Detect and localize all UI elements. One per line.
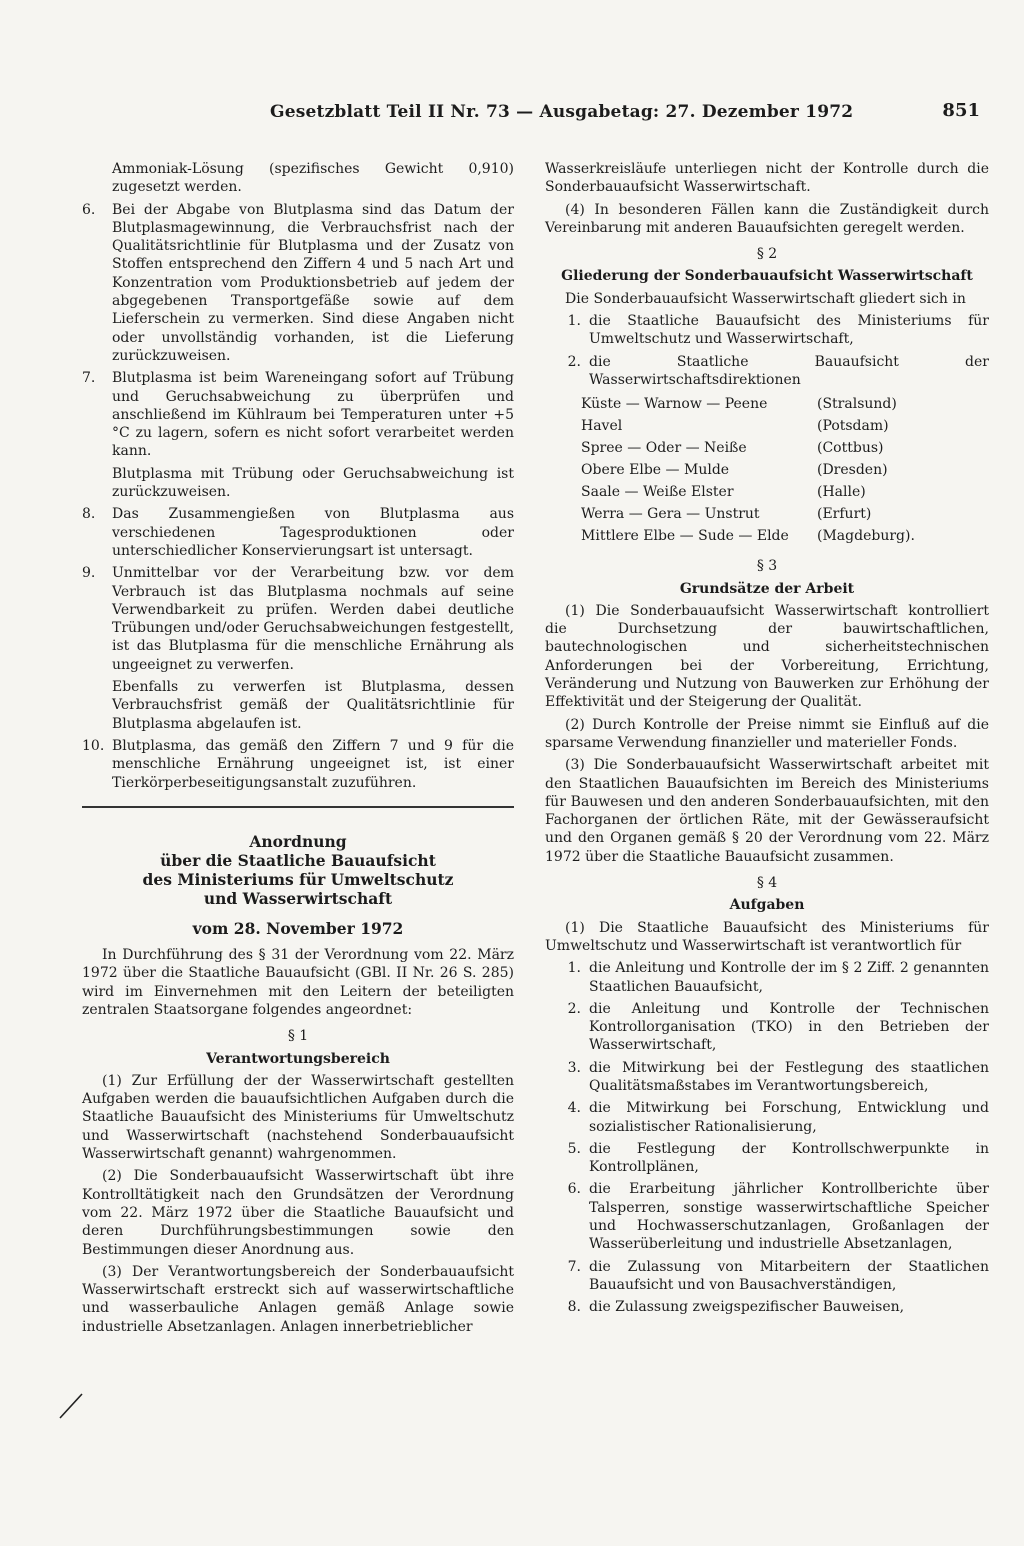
paragraph: In Durchführung des § 31 der Verordnung vom 22. März 1972 über die Staatliche Bauaufsicht (GBl. II Nr. 26 S. 285) wird im Einvernehmen mit den Leitern der beteiligten zentralen Staatsorgane folgendes angeordnet: — [82, 947, 514, 1018]
item-number: 10. — [82, 737, 105, 754]
item-number: 7. — [567, 1258, 581, 1275]
item-number: 1. — [567, 313, 581, 330]
paragraph: Die Sonderbauaufsicht Wasserwirtschaft gliedert sich in — [565, 290, 966, 307]
list-item — [82, 564, 514, 674]
directorate-name: Spree — Oder — Neiße — [581, 440, 747, 457]
paragraph: Wasserkreisläufe unterliegen nicht der Kontrolle durch die Sonderbauaufsicht Wasserwirtschaft. — [545, 161, 989, 196]
item-number: 6. — [82, 201, 96, 218]
item-text: die Zulassung zweigspezifischer Bauweisen, — [589, 1299, 905, 1316]
directorate-name: Mittlere Elbe — Sude — Elde — [581, 528, 789, 545]
directorate-city: (Magdeburg). — [817, 528, 915, 545]
item-number: 6. — [567, 1181, 581, 1198]
list-item — [82, 737, 514, 792]
directorates-table — [581, 393, 915, 547]
item-text: die Mitwirkung bei der Festlegung des staatlichen Qualitätsmaßstabes im Verantwortungsbereich, — [589, 1059, 989, 1094]
list-item — [545, 1298, 989, 1316]
item-text: die Anleitung und Kontrolle der Technischen Kontrollorganisation (TKO) in den Betrieben der Wasserwirtschaft, — [589, 1000, 989, 1054]
item-text: die Festlegung der Kontrollschwerpunkte in Kontrollplänen, — [589, 1140, 989, 1176]
list-item — [545, 1059, 989, 1096]
paragraph: (1) Die Sonderbauaufsicht Wasserwirtschaft kontrolliert die Durchsetzung der bauwirtschaftlichen, bautechnologischen und sicherheitstechnischen Anforderungen bei der Vorbereitung, Errichtung, Veränderung und Nutzung von Bauwerken zur Erhöhung der Effektivität und der Steigerung der Qualität. — [545, 602, 989, 711]
list-item — [545, 353, 989, 390]
table-row — [581, 481, 915, 503]
item-text: Blutplasma, das gemäß den Ziffern 7 und 9 für die menschliche Ernährung ungeeignet ist, ist einer Tierkörperbeseitigungsanstalt zuzuführen. — [112, 737, 514, 791]
paragraph: (2) Die Sonderbauaufsicht Wasserwirtschaft übt ihre Kontrolltätigkeit nach den Grundsätzen der Verordnung vom 22. März 1972 über die Staatliche Bauaufsicht und deren Durchführungsbestimmungen sowie den Bestimmungen dieser Anordnung aus. — [82, 1168, 514, 1258]
table-row — [581, 503, 915, 525]
item-text: die Zulassung von Mitarbeitern der Staatlichen Bauaufsicht und von Bausachverständigen, — [589, 1258, 989, 1293]
directorate-city: (Stralsund) — [817, 396, 897, 413]
table-row — [581, 415, 915, 437]
section-number: § 4 — [756, 875, 778, 892]
paragraph: (2) Durch Kontrolle der Preise nimmt sie Einfluß auf die sparsame Verwendung finanzieller und materieller Fonds. — [545, 716, 989, 751]
item-number: 3. — [567, 1059, 581, 1076]
item-text: die Mitwirkung bei Forschung, Entwicklung und sozialistischer Rationalisierung, — [589, 1100, 989, 1135]
directorate-name: Küste — Warnow — Peene — [581, 396, 768, 413]
title-line: Anordnung — [249, 831, 347, 851]
document-title — [82, 832, 514, 908]
title-line: über die Staatliche Bauaufsicht — [160, 850, 436, 870]
directorate-city: (Cottbus) — [817, 440, 884, 457]
list-item — [82, 369, 514, 460]
item-number: 8. — [567, 1299, 581, 1316]
item-number: 1. — [567, 960, 581, 977]
list-item — [545, 1000, 989, 1055]
item-text: die Erarbeitung jährlicher Kontrollberichte über Talsperren, sonstige wasserwirtschaftliche Speicher und Hochwasserschutzanlagen, Großanlagen der Wasserüberleitung und industrielle Absetzanlagen, — [589, 1181, 989, 1253]
directorate-city: (Potsdam) — [817, 418, 889, 435]
item-number: 5. — [567, 1140, 581, 1157]
paragraph: (1) Die Staatliche Bauaufsicht des Ministeriums für Umweltschutz und Wasserwirtschaft ist verantwortlich für — [545, 919, 989, 954]
page-header — [270, 100, 980, 128]
directorate-city: (Dresden) — [817, 462, 888, 479]
section-divider — [82, 806, 514, 808]
directorate-city: (Erfurt) — [817, 506, 872, 523]
directorate-name: Obere Elbe — Mulde — [581, 462, 730, 479]
item-number: 2. — [567, 353, 581, 370]
item-text: Unmittelbar vor der Verarbeitung bzw. vor dem Verbrauch ist das Blutplasma nochmals auf seine Verwendbarkeit zu prüfen. Werden dabei deutliche Trübungen und/oder Geruchsabweichungen festgestellt, ist das Blutplasma für die menschliche Ernährung als ungeeignet zu verwerfen. — [112, 565, 514, 673]
paragraph: (3) Der Verantwortungsbereich der Sonderbauaufsicht Wasserwirtschaft erstreckt sich auf wasserwirtschaftliche und wasserbauliche Anlagen gemäß Anlage sowie industrielle Absetzanlagen. Anlagen innerbetrieblicher — [82, 1263, 514, 1335]
directorate-name: Havel — [581, 418, 623, 435]
item-text: die Anleitung und Kontrolle der im § 2 Ziff. 2 genannten Staatlichen Bauaufsicht, — [589, 960, 989, 995]
list-item — [82, 201, 514, 366]
section-number: § 3 — [756, 558, 778, 575]
paragraph: (3) Die Sonderbauaufsicht Wasserwirtschaft arbeitet mit den Staatlichen Bauaufsichten im Bereich des Ministeriums für Bauwesen und den anderen Sonderbauaufsichten, mit den Fachorganen der örtlichen Räte, mit der Gewässeraufsicht und den Organen gemäß § 20 der Verordnung vom 22. März 1972 über die Staatliche Bauaufsicht zusammen. — [545, 757, 989, 865]
document-date: vom 28. November 1972 — [192, 918, 404, 938]
table-row — [581, 393, 915, 415]
table-row — [581, 525, 915, 547]
right-column — [545, 160, 989, 1321]
list-item — [82, 505, 514, 560]
item-number: 7. — [82, 370, 96, 387]
list-item — [545, 1180, 989, 1253]
section-heading: Verantwortungsbereich — [206, 1050, 390, 1067]
section-number: § 2 — [756, 246, 778, 263]
paragraph: (1) Zur Erfüllung der der Wasserwirtschaft gestellten Aufgaben werden die bauaufsichtlichen Aufgaben durch die Staatliche Bauaufsicht des Ministeriums für Umweltschutz und Wasserwirtschaft (nachstehend Sonderbauaufsicht Wasserwirtschaft genannt) wahrgenommen. — [82, 1072, 514, 1163]
item-text: die Staatliche Bauaufsicht der Wasserwirtschaftsdirektionen — [589, 353, 989, 388]
paragraph: Blutplasma mit Trübung oder Geruchsabweichung ist zurückzuweisen. — [112, 465, 514, 501]
title-line: und Wasserwirtschaft — [203, 888, 393, 908]
title-line: des Ministeriums für Umweltschutz — [142, 869, 454, 889]
list-item — [545, 1099, 989, 1136]
item-number: 9. — [82, 565, 96, 582]
header-title: Gesetzblatt Teil II Nr. 73 — Ausgabetag: 27. Dezember 1972 — [270, 102, 854, 122]
directorate-city: (Halle) — [817, 484, 866, 501]
section-heading: Grundsätze der Arbeit — [679, 580, 855, 597]
section-heading: Gliederung der Sonderbauaufsicht Wasserwirtschaft — [561, 268, 973, 285]
list-item — [545, 312, 989, 349]
paragraph: (4) In besonderen Fällen kann die Zuständigkeit durch Vereinbarung mit anderen Bauaufsichten geregelt werden. — [545, 201, 989, 236]
pen-stroke-mark — [56, 1390, 86, 1422]
item-number: 8. — [82, 506, 96, 523]
section-number: § 1 — [287, 1028, 309, 1045]
item-text: die Staatliche Bauaufsicht des Ministeriums für Umweltschutz und Wasserwirtschaft, — [589, 313, 989, 348]
table-row — [581, 459, 915, 481]
list-item — [545, 1140, 989, 1177]
paragraph: Ebenfalls zu verwerfen ist Blutplasma, dessen Verbrauchsfrist gemäß der Qualitätsrichtlinie für Blutplasma abgelaufen ist. — [112, 679, 514, 732]
page-number: 851 — [942, 100, 980, 121]
directorate-name: Werra — Gera — Unstrut — [581, 506, 760, 523]
table-row — [581, 437, 915, 459]
item-text: Das Zusammengießen von Blutplasma aus verschiedenen Tagesproduktionen oder unterschiedlicher Konservierungsart ist untersagt. — [112, 506, 514, 559]
item-text: Blutplasma ist beim Wareneingang sofort auf Trübung und Geruchsabweichung zu überprüfen und anschließend im Kühlraum bei Temperaturen unter +5 °C zu lagern, sofern es nicht sofort verarbeitet werden kann. — [112, 370, 514, 460]
list-item — [545, 1258, 989, 1295]
paragraph: Ammoniak-Lösung (spezifisches Gewicht 0,910) zugesetzt werden. — [112, 161, 514, 196]
list-item — [545, 959, 989, 996]
section-heading: Aufgaben — [729, 897, 805, 914]
directorate-name: Saale — Weiße Elster — [581, 484, 734, 501]
item-text: Bei der Abgabe von Blutplasma sind das Datum der Blutplasmagewinnung, die Verbrauchsfrist nach der Qualitätsrichtlinie für Blutplasma und der Zusatz von Stoffen entsprechend den Ziffern 4 und 5 nach Art und Konzentration vom Produktionsbetrieb auf jedem der abgegebenen Transportgefäße sowie auf dem Lieferschein zu vermerken. Sind diese Angaben nicht oder unvollständig vorhanden, ist die Lieferung zurückzuweisen. — [112, 201, 514, 364]
left-column — [82, 160, 514, 1340]
item-number: 4. — [567, 1100, 581, 1117]
item-number: 2. — [567, 1000, 581, 1017]
